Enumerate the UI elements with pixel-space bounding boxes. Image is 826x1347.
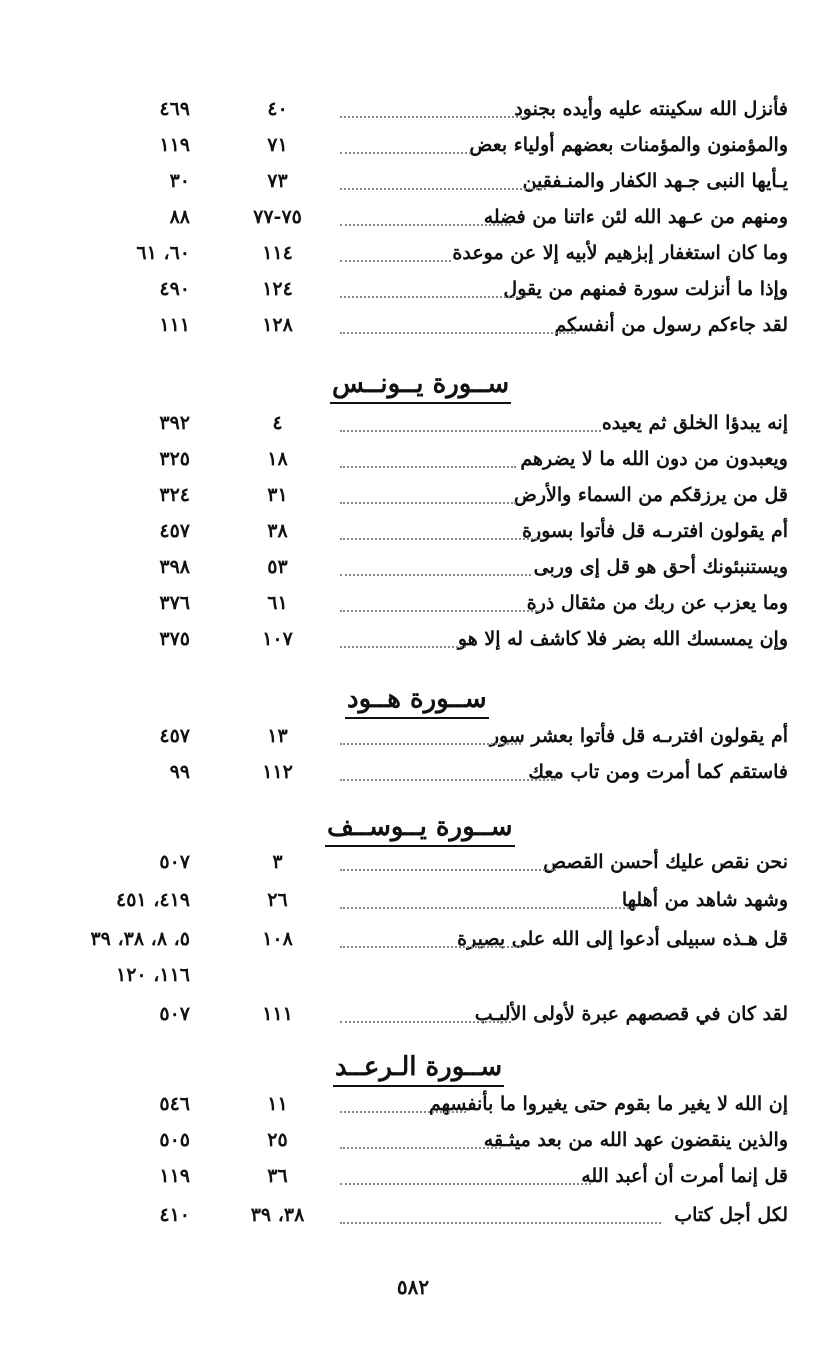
index-entry (0, 622, 826, 656)
leader-dots (340, 92, 526, 118)
verse-text: قل إنما أمرت أن أعبد الله (581, 1165, 788, 1187)
leader-dots (340, 236, 451, 262)
index-entry (0, 442, 826, 476)
surah-heading-raad: ســورة الـرعــد (333, 1049, 504, 1087)
index-entry (0, 845, 826, 879)
ayah-number: ١٠٧ (262, 628, 293, 650)
leader-dots (340, 883, 636, 909)
page-refs: ٥، ٨، ٣٨، ٣٩ (90, 928, 190, 950)
verse-text: أم يقولون افترىـه قل فأتوا بعشر سور (489, 725, 788, 747)
ayah-number: ٢٥ (267, 1129, 288, 1151)
verse-text: ويستنبئونك أحق هو قل إى وربى (533, 556, 788, 578)
index-entry (0, 308, 826, 342)
page-refs: ٤٦٩ (159, 98, 190, 120)
leader-dots (340, 1123, 501, 1149)
ayah-number: ١١١ (262, 1003, 293, 1025)
ayah-number: ١٢٤ (262, 278, 293, 300)
page-refs: ٣٧٦ (159, 592, 190, 614)
page-refs: ٣٠ (169, 170, 190, 192)
ayah-number: ٢٦ (267, 889, 288, 911)
verse-text: وإذا ما أنزلت سورة فمنهم من يقول (503, 278, 788, 300)
ayah-number: ٧٣ (267, 170, 288, 192)
leader-dots (340, 922, 521, 948)
ayah-number: ١١ (267, 1093, 288, 1115)
index-entry (0, 922, 826, 956)
index-entry (0, 1198, 826, 1232)
page-number: ٥٨٢ (396, 1275, 430, 1299)
verse-text: لقد جاءكم رسول من أنفسكم (554, 314, 788, 336)
ayah-number: ٥٣ (267, 556, 288, 578)
surah-heading-hud: ســورة هــود (345, 681, 489, 719)
index-entry (0, 1087, 826, 1121)
ayah-number: ١٣ (267, 725, 288, 747)
index-entry (0, 883, 826, 917)
page-refs: ١١١ (159, 314, 190, 336)
page-refs: ٣٢٤ (159, 484, 190, 506)
ayah-number: ٧٥-٧٧ (253, 206, 302, 228)
ayah-number: ١٠٨ (262, 928, 293, 950)
verse-text: لكل أجل كتاب (674, 1204, 788, 1226)
surah-heading-yusuf: ســورة يــوســف (325, 809, 515, 847)
index-entry (0, 478, 826, 512)
index-entry-continuation (0, 958, 826, 992)
index-entry (0, 755, 826, 789)
index-entry (0, 1159, 826, 1193)
page-refs: ١١٩ (159, 134, 190, 156)
verse-text: وما يعزب عن ربك من مثقال ذرة (526, 592, 788, 614)
leader-dots (340, 755, 556, 781)
page-refs: ٩٩ (169, 761, 190, 783)
verse-text: ومنهم من عـهد الله لئن ءاتنا من فضله (483, 206, 788, 228)
ayah-number: ١٨ (267, 448, 288, 470)
ayah-number: ٤٠ (267, 98, 288, 120)
leader-dots (340, 550, 531, 576)
leader-dots (340, 719, 521, 745)
verse-text: ويعبدون من دون الله ما لا يضرهم (520, 448, 788, 470)
ayah-number: ١٢٨ (262, 314, 293, 336)
index-entry (0, 997, 826, 1031)
page-refs: ٤٥٧ (159, 520, 190, 542)
verse-text: وإن يمسسك الله بضر فلا كاشف له إلا هو (457, 628, 788, 650)
page-refs: ٣٩٢ (159, 412, 190, 434)
ayah-number: ٧١ (267, 134, 288, 156)
verse-text: يـأيها النبى جـهد الكفار والمنـفقين (522, 170, 788, 192)
page-refs: ٦٠، ٦١ (136, 242, 190, 264)
page-refs: ٣٩٨ (159, 556, 190, 578)
page-refs: ٨٨ (169, 206, 190, 228)
leader-dots (340, 1198, 661, 1224)
verse-text: وشهد شاهد من أهلها (621, 889, 788, 911)
index-entry (0, 200, 826, 234)
page-refs: ٥٠٧ (159, 851, 190, 873)
leader-dots (340, 1159, 591, 1185)
page-refs: ٥٠٥ (159, 1129, 190, 1151)
surah-heading-yunus: ســورة يــونــس (330, 366, 511, 404)
index-entry (0, 128, 826, 162)
leader-dots (340, 845, 556, 871)
verse-text: نحن نقص عليك أحسن القصص (543, 851, 788, 873)
page-refs-continued: ١١٦، ١٢٠ (116, 964, 190, 986)
index-entry (0, 719, 826, 753)
index-entry (0, 236, 826, 270)
ayah-number: ٣٦ (267, 1165, 288, 1187)
leader-dots (340, 997, 511, 1023)
verse-text: أم يقولون افترىـه قل فأتوا بسورة (522, 520, 788, 542)
index-entry (0, 550, 826, 584)
leader-dots (340, 406, 601, 432)
leader-dots (340, 272, 526, 298)
verse-text: والذين ينقضون عهد الله من بعد ميثـقه (483, 1129, 788, 1151)
ayah-number: ١١٢ (262, 761, 293, 783)
leader-dots (340, 586, 541, 612)
index-entry (0, 164, 826, 198)
index-entry (0, 272, 826, 306)
page-refs: ٤١٩، ٤٥١ (116, 889, 190, 911)
page-refs: ٣٢٥ (159, 448, 190, 470)
verse-text: والمؤمنون والمؤمنات بعضهم أولياء بعض (469, 134, 788, 156)
leader-dots (340, 622, 466, 648)
leader-dots (340, 128, 471, 154)
page-refs: ٤٥٧ (159, 725, 190, 747)
verse-text: إن الله لا يغير ما بقوم حتى يغيروا ما بأنفسهم (429, 1093, 788, 1115)
index-entry (0, 406, 826, 440)
ayah-number: ٣٨، ٣٩ (250, 1204, 305, 1226)
index-entry (0, 586, 826, 620)
index-entry (0, 92, 826, 126)
index-entry (0, 514, 826, 548)
leader-dots (340, 1087, 466, 1113)
ayah-number: ٣١ (267, 484, 288, 506)
page-refs: ٥٤٦ (159, 1093, 190, 1115)
ayah-number: ١١٤ (262, 242, 293, 264)
leader-dots (340, 200, 511, 226)
page-refs: ١١٩ (159, 1165, 190, 1187)
ayah-number: ٦١ (267, 592, 288, 614)
ayah-number: ٣ (272, 851, 283, 873)
page-refs: ٣٧٥ (159, 628, 190, 650)
leader-dots (340, 442, 516, 468)
verse-text: فأنزل الله سكينته عليه وأيده بجنود (514, 98, 788, 120)
verse-text: فاستقم كما أمرت ومن تاب معك (528, 761, 788, 783)
leader-dots (340, 308, 576, 334)
leader-dots (340, 514, 541, 540)
ayah-number: ٣٨ (267, 520, 288, 542)
verse-text: قل هـذه سبيلى أدعوا إلى الله على بصيرة (457, 928, 788, 950)
leader-dots (340, 164, 546, 190)
verse-text: لقد كان في قصصهم عبرة لأولى الألبـب (474, 1003, 788, 1025)
page-refs: ٤٩٠ (159, 278, 190, 300)
verse-text: قل من يرزقكم من السماء والأرض (513, 484, 788, 506)
index-entry (0, 1123, 826, 1157)
verse-text: وما كان استغفار إبرٰهيم لأبيه إلا عن موعدة (452, 242, 788, 264)
verse-text: إنه يبدؤا الخلق ثم يعيده (601, 412, 788, 434)
page-refs: ٤١٠ (159, 1204, 190, 1226)
leader-dots (340, 478, 516, 504)
page-refs: ٥٠٧ (159, 1003, 190, 1025)
ayah-number: ٤ (272, 412, 283, 434)
